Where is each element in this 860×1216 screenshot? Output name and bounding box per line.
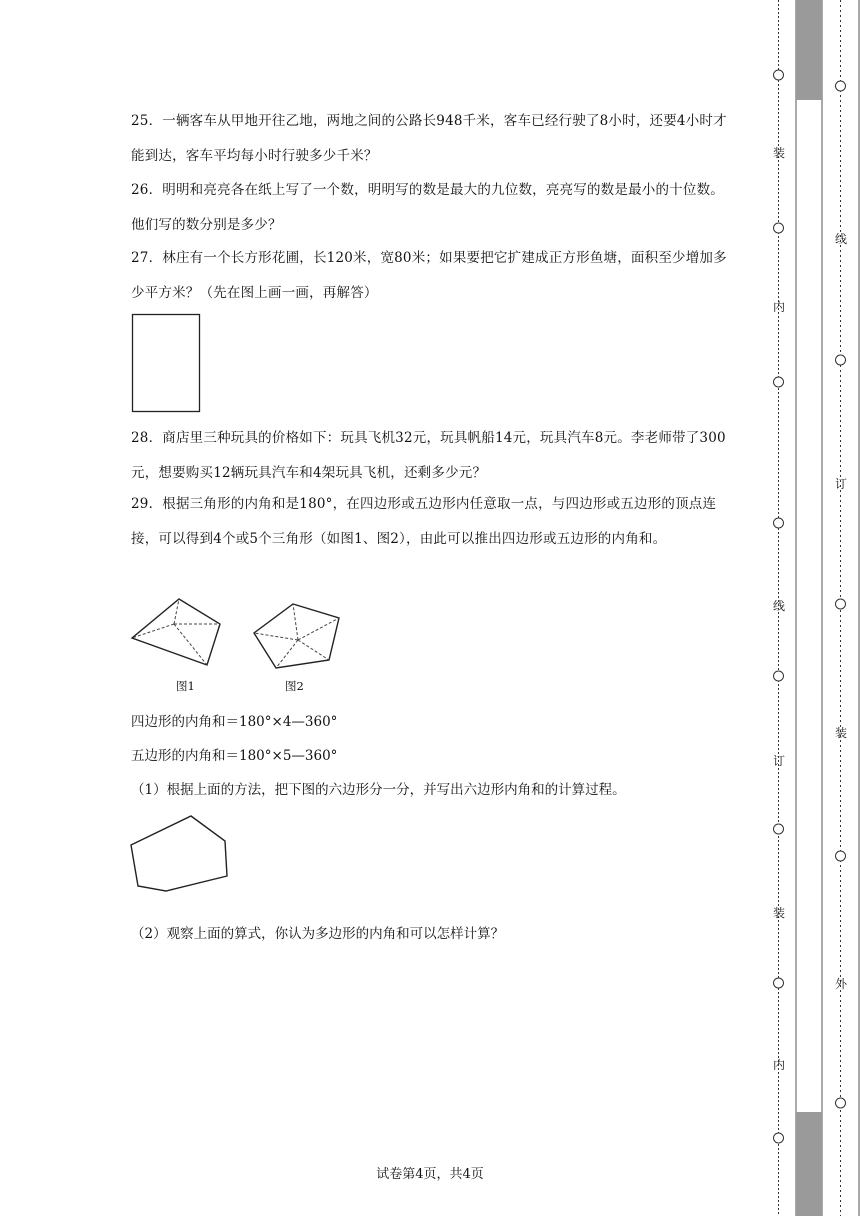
- figure-1-caption: 图1: [176, 679, 195, 693]
- question-29: 29．根据三角形的内角和是180°，在四边形或五边形内任意取一点，与四边形或五边形的顶点连接，可以得到4个或5个三角形（如图1、图2），由此可以推出四边形或五边形的内角和。: [131, 496, 717, 547]
- question-26: 26．明明和亮亮各在纸上写了一个数，明明写的数是最大的九位数，亮亮写的数是最小的十位数。他们写的数分别是多少？: [131, 182, 724, 233]
- binding-label-wai-outer: 外: [835, 977, 848, 991]
- binding-label-nei-inner-1: 内: [773, 300, 786, 314]
- binding-label-zhuang-outer: 装: [835, 726, 848, 740]
- figure-2-pentagon: [250, 600, 342, 672]
- question-28: 28．商店里三种玩具的价格如下：玩具飞机32元，玩具帆船14元，玩具汽车8元。李老师带了300元，想要购买12辆玩具汽车和4架玩具飞机，还剩多少元？: [131, 430, 726, 481]
- question-27: 27．林庄有一个长方形花圃，长120米，宽80米；如果要把它扩建成正方形鱼塘，面积至少增加多少平方米？（先在图上画一画，再解答）: [131, 250, 727, 301]
- binding-margin: [760, 0, 860, 1216]
- hexagon-figure: [128, 812, 230, 894]
- pentagon-angle-sum: 五边形的内角和＝180°×5—360°: [131, 748, 338, 764]
- binding-label-nei-inner-2: 内: [773, 1058, 786, 1072]
- binding-label-ding-outer: 订: [835, 477, 848, 491]
- rectangle-figure: [131, 313, 203, 414]
- binding-label-ding-inner: 订: [773, 754, 786, 768]
- page-footer: 试卷第4页，共4页: [376, 1167, 484, 1182]
- binding-label-xian-outer: 线: [835, 232, 848, 246]
- binding-label-xian-inner: 线: [773, 599, 786, 613]
- quadrilateral-angle-sum: 四边形的内角和＝180°×4—360°: [131, 714, 338, 730]
- question-25: 25．一辆客车从甲地开往乙地，两地之间的公路长948千米，客车已经行驶了8小时，还要4小时才能到达，客车平均每小时行驶多少千米？: [131, 113, 727, 164]
- binding-label-zhuang-inner-1: 装: [773, 146, 786, 160]
- figure-2-caption: 图2: [285, 679, 304, 693]
- figure-1-quadrilateral: [128, 594, 226, 670]
- sub-question-2: （2）观察上面的算式，你认为多边形的内角和可以怎样计算？: [131, 926, 505, 942]
- binding-label-zhuang-inner-2: 装: [773, 906, 786, 920]
- sub-question-1: （1）根据上面的方法，把下图的六边形分一分，并写出六边形内角和的计算过程。: [131, 782, 626, 798]
